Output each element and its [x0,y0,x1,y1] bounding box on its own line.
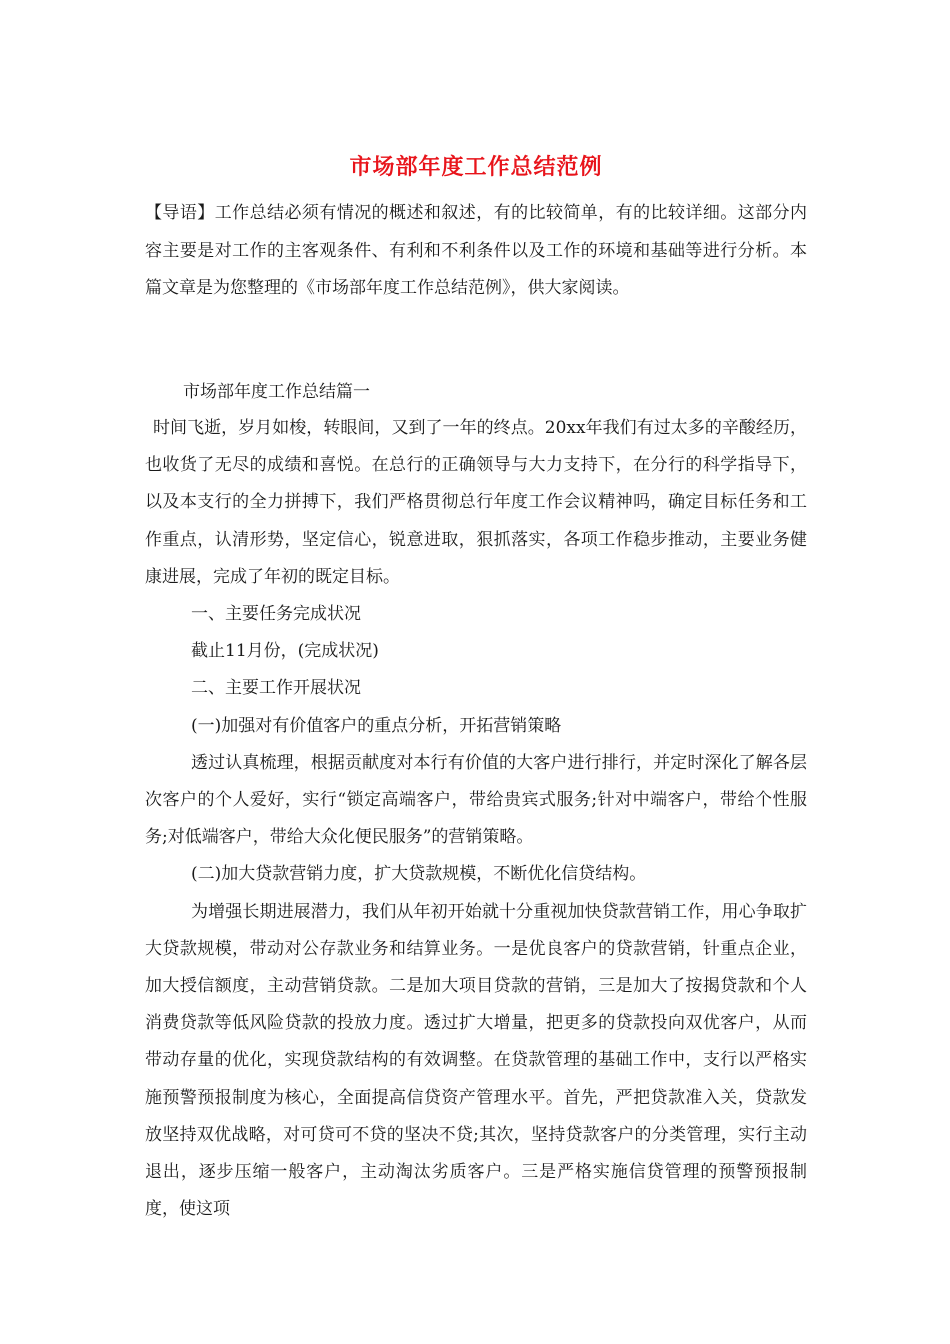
body-paragraph: 截止11月份，(完成状况) [191,641,379,662]
section-subheading: (一)加强对有价值客户的重点分析，开拓营销策略 [191,715,562,736]
section-heading: 市场部年度工作总结篇一 [183,382,370,402]
document-title: 市场部年度工作总结范例 [349,154,603,180]
intro-paragraph: 【导语】工作总结必须有情况的概述和叙述，有的比较简单，有的比较详细。这部分内容主要是对工作的主客观条件、有利和不利条件以及工作的环境和基础等进行分析。本篇文章是为您整理的《市场部年度工作总结范例》，供大家阅读。 [145,203,807,298]
section-subheading: 一、主要任务完成状况 [191,604,361,625]
body-paragraph: 为增强长期进展潜力，我们从年初开始就十分重视加快贷款营销工作，用心争取扩大贷款规模，带动对公存款业务和结算业务。一是优良客户的贷款营销，针重点企业，加大授信额度，主动营销贷款。二是加大项目贷款的营销，三是加大了按揭贷款和个人消费贷款等低风险贷款的投放力度。透过扩大增量，把更多的贷款投向双优客户，从而带动存量的优化，实现贷款结构的有效调整。在贷款管理的基础工作中，支行以严格实施预警预报制度为核心，全面提高信贷资产管理水平。首先，严把贷款准入关，贷款发放坚持双优战略，对可贷可不贷的坚决不贷;其次，坚持贷款客户的分类管理，实行主动退出，逐步压缩一般客户，主动淘汰劣质客户。三是严格实施信贷管理的预警预报制度，使这项 [145,901,807,1220]
section-subheading: 二、主要工作开展状况 [191,678,361,699]
body-paragraph: 时间飞逝，岁月如梭，转眼间，又到了一年的终点。20xx年我们有过太多的辛酸经历，也收货了无尽的成绩和喜悦。在总行的正确领导与大力支持下，在分行的科学指导下，以及本支行的全力拼搏下，我们严格贯彻总行年度工作会议精神吗，确定目标任务和工作重点，认清形势，坚定信心，锐意进取，狠抓落实，各项工作稳步推动，主要业务健康进展，完成了年初的既定目标。 [145,418,807,587]
document-body [145,410,807,1228]
section-subheading: (二)加大贷款营销力度，扩大贷款规模，不断优化信贷结构。 [191,864,647,885]
body-paragraph: 透过认真梳理，根据贡献度对本行有价值的大客户进行排行，并定时深化了解各层次客户的个人爱好，实行“锁定高端客户，带给贵宾式服务;针对中端客户，带给个性服务;对低端客户，带给大众化便民服务”的营销策略。 [145,752,807,848]
